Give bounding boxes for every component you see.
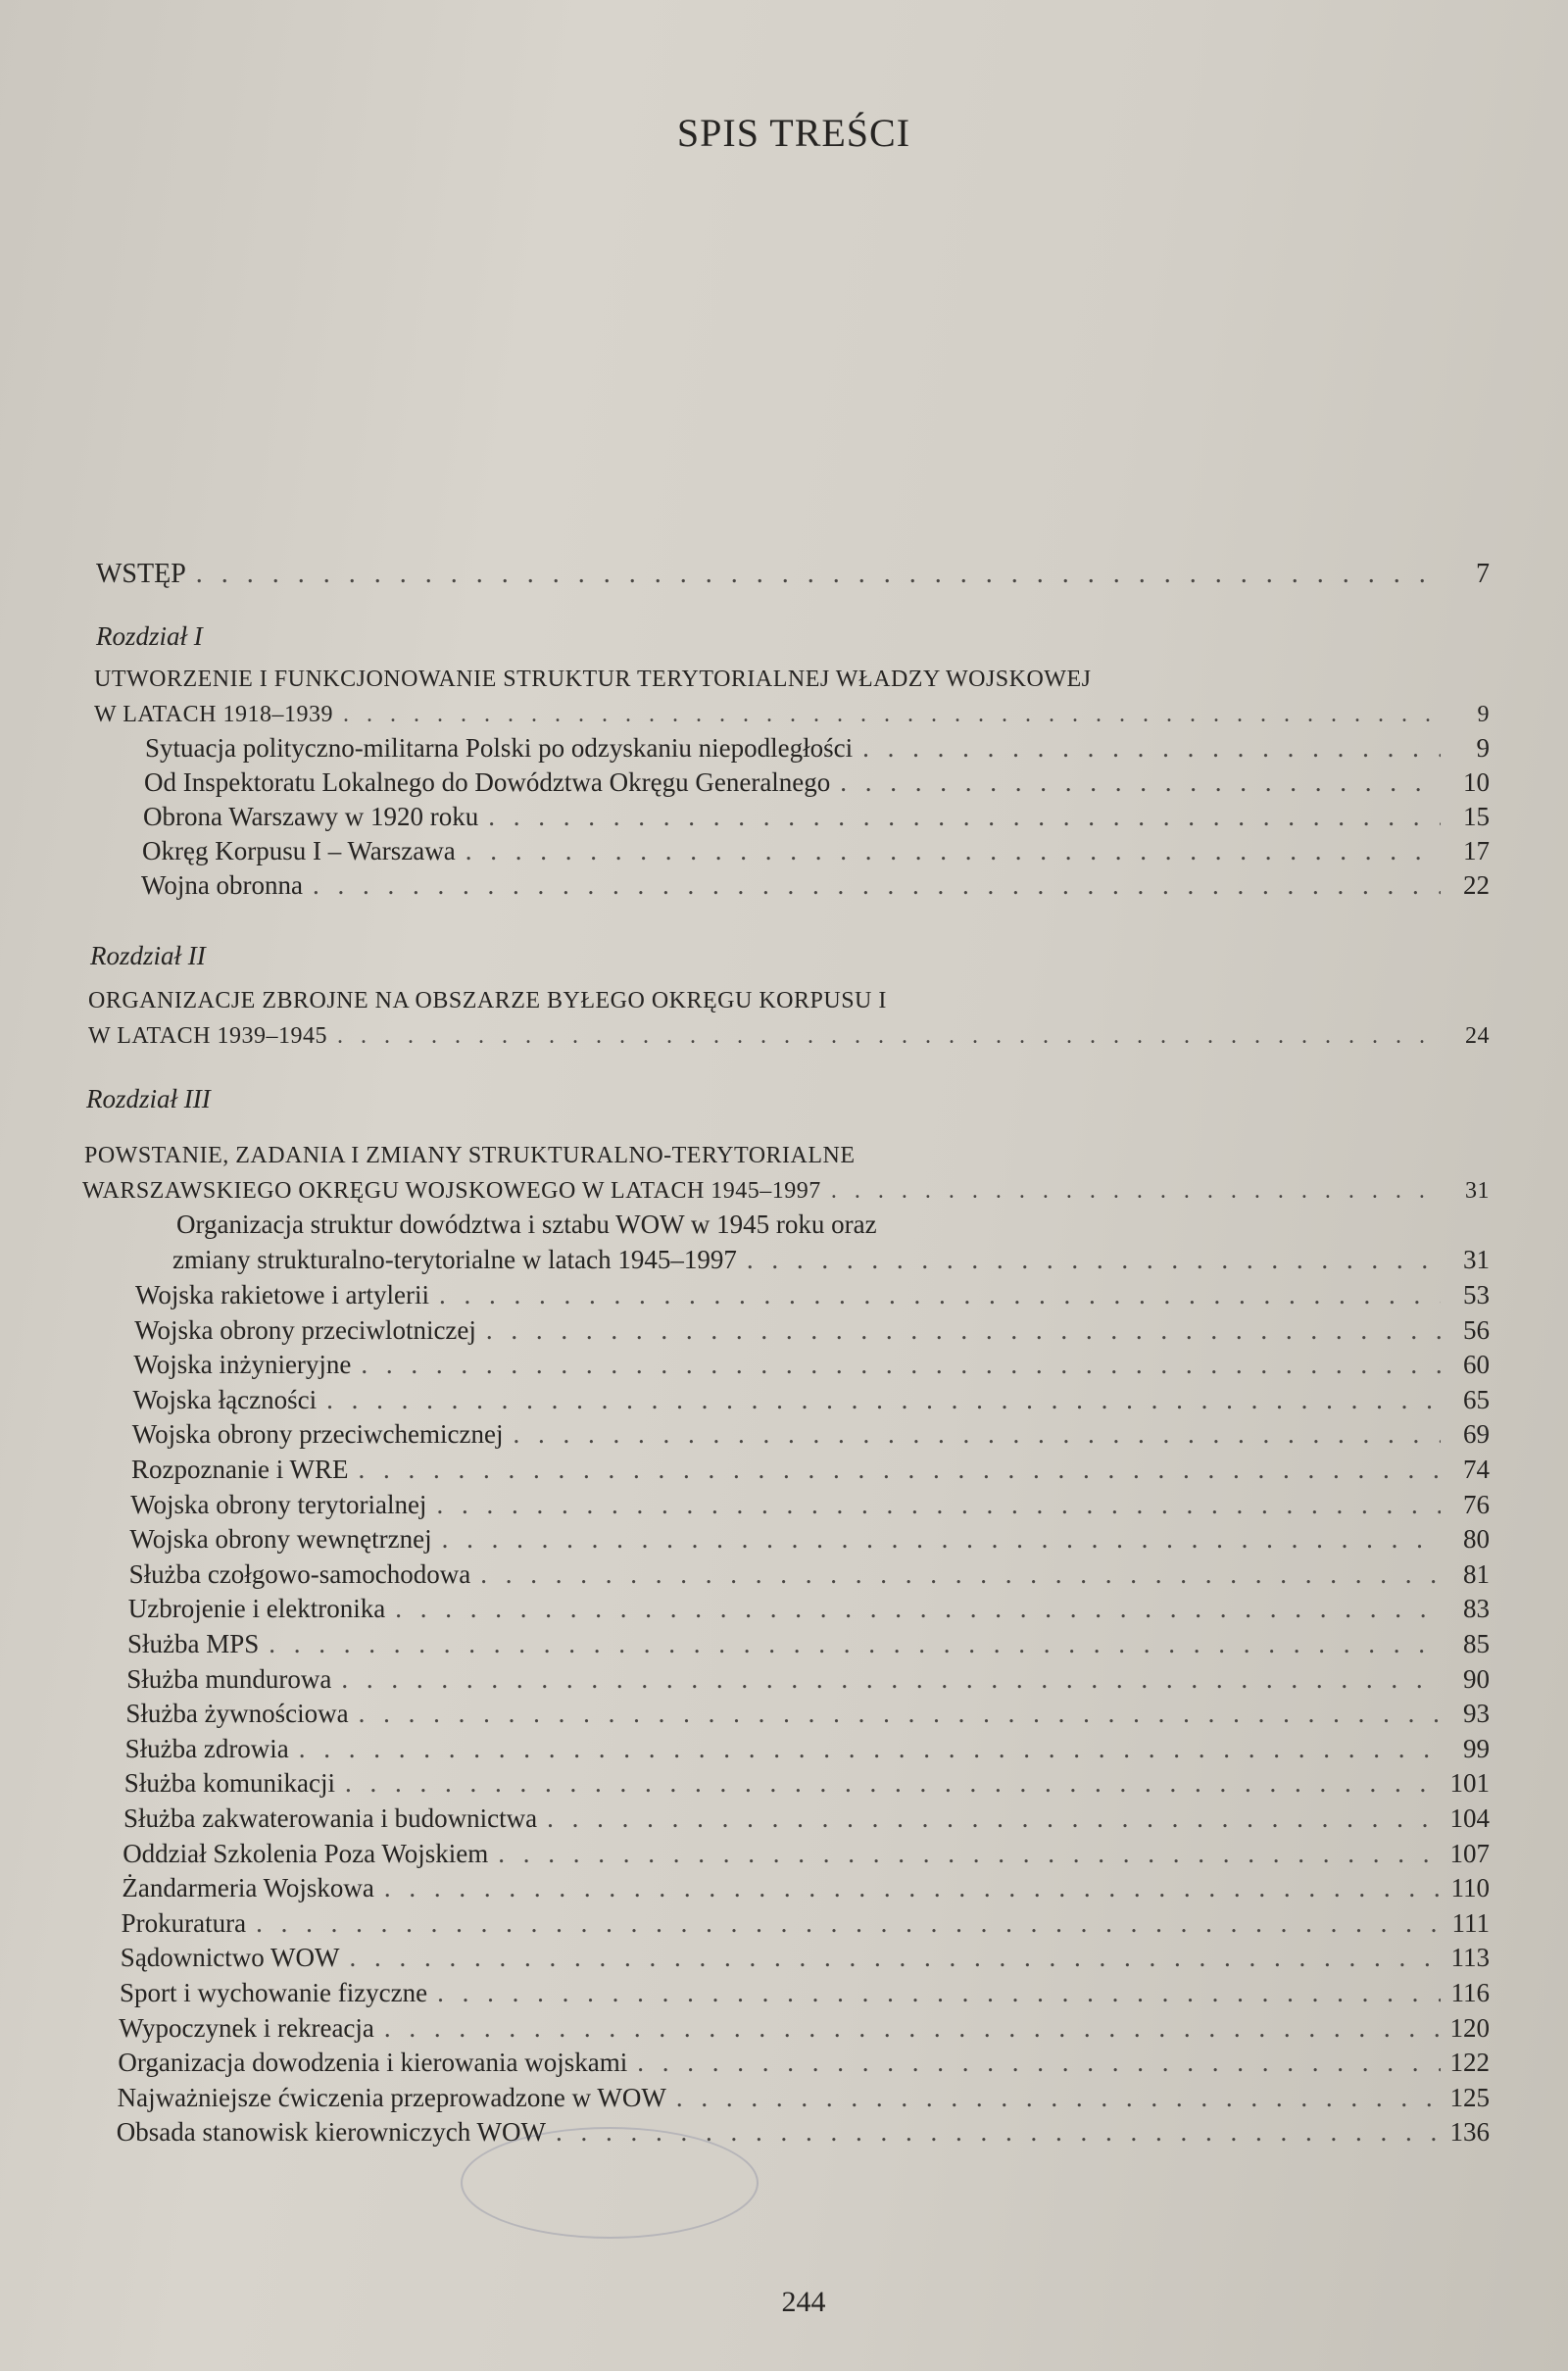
toc-entry-page: 90 bbox=[1463, 1663, 1490, 1694]
dot-leader bbox=[196, 559, 1441, 590]
chapter-label: Rozdział II bbox=[90, 941, 206, 970]
dot-leader bbox=[395, 1594, 1441, 1624]
dot-leader bbox=[488, 802, 1441, 832]
toc-entry-text: Uzbrojenie i elektronika bbox=[127, 1594, 386, 1624]
toc-entry[interactable] bbox=[143, 802, 1490, 832]
toc-entry-page: 22 bbox=[1463, 870, 1490, 900]
toc-entry-text: Sądownictwo WOW bbox=[120, 1943, 340, 1973]
library-stamp bbox=[461, 2127, 759, 2239]
dot-leader bbox=[547, 1803, 1440, 1834]
dot-leader bbox=[313, 870, 1441, 901]
dot-leader bbox=[466, 836, 1441, 866]
toc-entry-page: 31 bbox=[1465, 1178, 1490, 1204]
dot-leader bbox=[326, 1385, 1441, 1415]
toc-entry[interactable] bbox=[133, 1350, 1490, 1380]
toc-entry-text: Organizacja dowodzenia i kierowania wojskami bbox=[118, 2048, 628, 2078]
toc-entry-page: 136 bbox=[1449, 2117, 1490, 2148]
toc-entry[interactable] bbox=[126, 1664, 1490, 1695]
toc-entry[interactable] bbox=[129, 1559, 1490, 1590]
toc-entry[interactable] bbox=[125, 1699, 1490, 1729]
toc-entry[interactable] bbox=[144, 767, 1490, 798]
toc-entry-page: 76 bbox=[1463, 1489, 1490, 1519]
dot-leader bbox=[384, 1873, 1441, 1903]
dot-leader bbox=[337, 1023, 1441, 1050]
toc-entry-text: WARSZAWSKIEGO OKRĘGU WOJSKOWEGO W LATACH 1945–1997 bbox=[82, 1178, 821, 1204]
toc-entry-page: 104 bbox=[1449, 1803, 1490, 1833]
dot-leader bbox=[513, 1419, 1441, 1450]
toc-entry-text: Służba zdrowia bbox=[124, 1733, 289, 1763]
dot-leader bbox=[345, 1768, 1440, 1799]
dot-leader bbox=[358, 1455, 1441, 1485]
toc-entry[interactable] bbox=[130, 1490, 1490, 1520]
toc-entry-text: Służba czołgowo-samochodowa bbox=[128, 1558, 471, 1589]
toc-entry-page: 80 bbox=[1463, 1524, 1490, 1555]
toc-entry-page: 31 bbox=[1463, 1245, 1490, 1274]
toc-entry[interactable] bbox=[131, 1455, 1490, 1485]
toc-entry-text: Wypoczynek i rekreacja bbox=[119, 2012, 374, 2043]
toc-entry-text: Żandarmeria Wojskowa bbox=[122, 1873, 374, 1903]
toc-entry-text: Najważniejsze ćwiczenia przeprowadzone w WOW bbox=[117, 2082, 666, 2112]
toc-entry-text: Sytuacja polityczno-militarna Polski po odzyskaniu niepodległości bbox=[145, 733, 854, 763]
dot-leader bbox=[361, 1350, 1441, 1380]
dot-leader bbox=[359, 1699, 1441, 1729]
toc-entry-text: WSTĘP bbox=[96, 559, 186, 589]
toc-entry-text: Służba mundurowa bbox=[126, 1663, 332, 1694]
page-number: 244 bbox=[781, 2286, 826, 2318]
toc-entry-page: 111 bbox=[1451, 1907, 1490, 1938]
chapter-heading: UTWORZENIE I FUNKCJONOWANIE STRUKTUR TERYTORIALNEJ WŁADZY WOJSKOWEJ bbox=[94, 667, 1092, 692]
toc-entry-page: 81 bbox=[1463, 1558, 1490, 1589]
chapter-heading: POWSTANIE, ZADANIA I ZMIANY STRUKTURALNO-TERYTORIALNE bbox=[84, 1143, 856, 1168]
toc-entry[interactable] bbox=[122, 1839, 1490, 1869]
dot-leader bbox=[343, 702, 1441, 728]
toc-entry[interactable] bbox=[129, 1524, 1490, 1555]
toc-entry[interactable] bbox=[118, 2048, 1490, 2078]
toc-entry-text: Służba MPS bbox=[127, 1629, 260, 1658]
toc-entry-page: 65 bbox=[1463, 1384, 1490, 1414]
toc-entry-page: 9 bbox=[1476, 733, 1490, 763]
toc-entry-page: 24 bbox=[1465, 1023, 1490, 1049]
chapter-heading-entry[interactable] bbox=[94, 702, 1490, 728]
dot-leader bbox=[676, 2083, 1441, 2113]
toc-entry[interactable] bbox=[135, 1280, 1490, 1310]
toc-entry-text: Wojna obronna bbox=[141, 870, 304, 900]
toc-entry-page: 125 bbox=[1449, 2082, 1490, 2112]
toc-entry-text: Okręg Korpusu I – Warszawa bbox=[142, 836, 456, 865]
toc-entry-text: Obsada stanowisk kierowniczych WOW bbox=[116, 2117, 546, 2148]
toc-entry-text: Organizacja struktur dowództwa i sztabu WOW w 1945 roku oraz bbox=[176, 1210, 877, 1239]
toc-entry[interactable] bbox=[117, 2117, 1490, 2148]
toc-entry-page: 56 bbox=[1463, 1314, 1490, 1345]
toc-entry-text: Wojska inżynieryjne bbox=[133, 1350, 352, 1380]
toc-entry[interactable] bbox=[122, 1873, 1490, 1903]
toc-entry-text: Służba zakwaterowania i budownictwa bbox=[123, 1803, 538, 1833]
toc-entry-text: Wojska obrony terytorialnej bbox=[130, 1489, 427, 1519]
toc-entry-page: 120 bbox=[1449, 2012, 1490, 2043]
toc-entry-page: 17 bbox=[1463, 836, 1490, 865]
toc-entry-page: 9 bbox=[1477, 702, 1490, 727]
toc-entry-text: Wojska obrony przeciwchemicznej bbox=[131, 1419, 504, 1450]
dot-leader bbox=[269, 1629, 1441, 1659]
toc-entry[interactable] bbox=[124, 1768, 1490, 1799]
chapter-heading-entry[interactable] bbox=[82, 1178, 1490, 1205]
dot-leader bbox=[442, 1524, 1441, 1555]
toc-entry[interactable] bbox=[142, 836, 1490, 866]
toc-entry[interactable] bbox=[134, 1315, 1490, 1346]
dot-leader bbox=[637, 2048, 1440, 2078]
toc-entry-text: zmiany strukturalno-terytorialne w latach 1945–1997 bbox=[172, 1245, 737, 1274]
dot-leader bbox=[299, 1734, 1441, 1764]
toc-entry-page: 74 bbox=[1463, 1455, 1490, 1484]
toc-entry-text: Obrona Warszawy w 1920 roku bbox=[143, 802, 479, 831]
toc-entry[interactable] bbox=[120, 1978, 1490, 2008]
toc-entry-text: Sport i wychowanie fizyczne bbox=[120, 1978, 428, 2007]
toc-entry-text: Wojska łączności bbox=[132, 1384, 318, 1414]
toc-entry[interactable] bbox=[141, 870, 1490, 901]
dot-leader bbox=[350, 1943, 1441, 1973]
toc-entry-page: 116 bbox=[1450, 1978, 1490, 2007]
dot-leader bbox=[437, 1978, 1441, 2008]
toc-entry-page: 60 bbox=[1463, 1350, 1490, 1380]
chapter-label: Rozdział III bbox=[86, 1084, 211, 1113]
toc-entry-page: 7 bbox=[1476, 559, 1490, 589]
toc-entry-page: 15 bbox=[1463, 802, 1490, 831]
chapter-heading-entry[interactable] bbox=[88, 1023, 1490, 1050]
dot-leader bbox=[747, 1245, 1441, 1275]
toc-entry-text: Prokuratura bbox=[121, 1907, 247, 1938]
toc-entry-text: W LATACH 1939–1945 bbox=[88, 1023, 327, 1049]
dot-leader bbox=[486, 1315, 1441, 1346]
toc-entry-page: 99 bbox=[1463, 1733, 1490, 1763]
toc-entry[interactable] bbox=[128, 1594, 1490, 1624]
toc-entry-page: 83 bbox=[1463, 1594, 1490, 1624]
toc-entry-page: 93 bbox=[1463, 1699, 1490, 1729]
toc-entry-text: Służba żywnościowa bbox=[125, 1699, 349, 1729]
chapter-heading: ORGANIZACJE ZBROJNE NA OBSZARZE BYŁEGO OKRĘGU KORPUSU I bbox=[88, 988, 887, 1013]
dot-leader bbox=[341, 1664, 1441, 1695]
dot-leader bbox=[439, 1280, 1441, 1310]
toc-entry-page: 107 bbox=[1449, 1838, 1490, 1868]
toc-entry[interactable] bbox=[119, 2013, 1490, 2044]
toc-entry-text: Wojska obrony wewnętrznej bbox=[129, 1524, 432, 1555]
toc-entry-intro[interactable] bbox=[96, 559, 1490, 590]
dot-leader bbox=[436, 1490, 1441, 1520]
toc-entry[interactable] bbox=[133, 1385, 1490, 1415]
toc-entry-text: W LATACH 1918–1939 bbox=[94, 702, 333, 727]
chapter-label: Rozdział I bbox=[96, 621, 203, 651]
toc-entry[interactable] bbox=[121, 1943, 1490, 1973]
toc-entry[interactable] bbox=[127, 1629, 1490, 1659]
toc-entry[interactable] bbox=[125, 1734, 1490, 1764]
toc-entry-text: Wojska rakietowe i artylerii bbox=[135, 1280, 429, 1309]
toc-entry-text: Rozpoznanie i WRE bbox=[131, 1455, 349, 1484]
dot-leader bbox=[498, 1839, 1440, 1869]
page-title: SPIS TREŚCI bbox=[676, 111, 911, 155]
dot-leader bbox=[480, 1559, 1441, 1590]
toc-entry-page: 122 bbox=[1449, 2048, 1490, 2078]
toc-entry-text: Wojska obrony przeciwlotniczej bbox=[134, 1314, 476, 1345]
toc-entry-page: 53 bbox=[1463, 1280, 1490, 1309]
toc-entry[interactable] bbox=[132, 1419, 1490, 1450]
toc-entry[interactable] bbox=[123, 1803, 1490, 1834]
toc-entry-page: 69 bbox=[1463, 1419, 1490, 1450]
dot-leader bbox=[831, 1178, 1441, 1205]
toc-entry-page: 113 bbox=[1450, 1943, 1490, 1973]
dot-leader bbox=[384, 2013, 1441, 2044]
toc-entry-page: 101 bbox=[1449, 1768, 1490, 1799]
toc-entry[interactable] bbox=[118, 2083, 1490, 2113]
toc-entry-page: 85 bbox=[1463, 1629, 1490, 1658]
dot-leader bbox=[256, 1908, 1441, 1939]
toc-entry-page: 110 bbox=[1450, 1873, 1490, 1903]
dot-leader bbox=[840, 767, 1441, 798]
toc-entry[interactable] bbox=[145, 733, 1490, 764]
dot-leader bbox=[862, 733, 1441, 764]
toc-entry-text: Od Inspektoratu Lokalnego do Dowództwa Okręgu Generalnego bbox=[144, 767, 831, 797]
toc-entry[interactable] bbox=[172, 1245, 1490, 1275]
toc-entry-text: Oddział Szkolenia Poza Wojskiem bbox=[122, 1838, 489, 1868]
toc-entry-text: Służba komunikacji bbox=[123, 1768, 336, 1799]
toc-entry[interactable] bbox=[122, 1908, 1490, 1939]
toc-entry-page: 10 bbox=[1463, 767, 1490, 797]
